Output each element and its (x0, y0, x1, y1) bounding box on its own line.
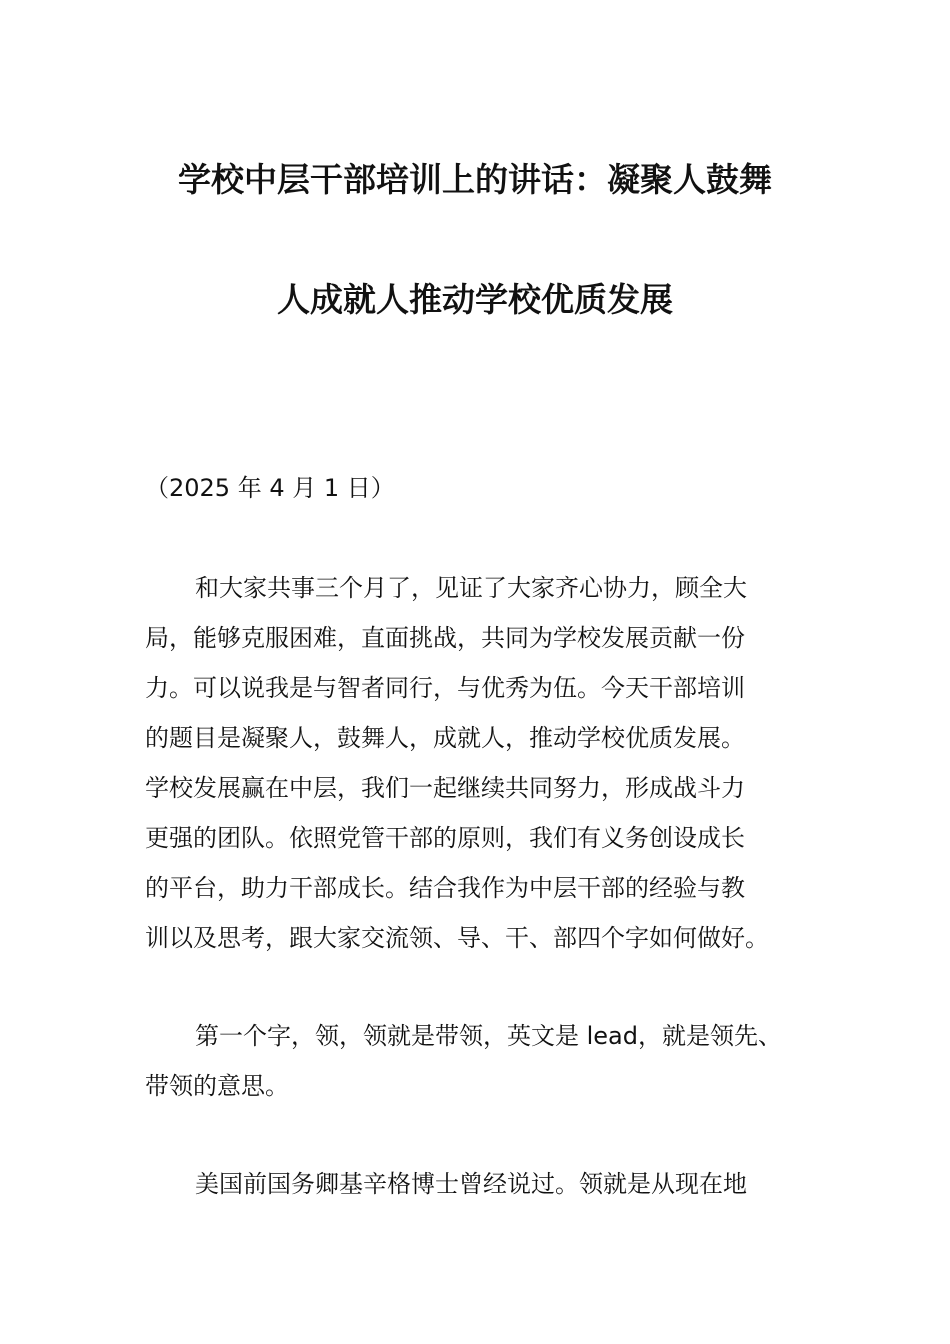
paragraph-line: 美国前国务卿基辛格博士曾经说过。领就是从现在地 (195, 1170, 747, 1198)
paragraph-line: 的题目是凝聚人，鼓舞人，成就人，推动学校优质发展。 (145, 724, 745, 752)
document-title-line-1: 学校中层干部培训上的讲话：凝聚人鼓舞 (178, 160, 772, 199)
paragraph-1 (145, 563, 807, 963)
paragraph-line: 学校发展赢在中层，我们一起继续共同努力，形成战斗力 (145, 774, 745, 802)
paragraph-line: 和大家共事三个月了，见证了大家齐心协力，顾全大 (195, 574, 747, 602)
paragraph-3 (145, 1159, 807, 1209)
document-date: （2025 年 4 月 1 日） (145, 474, 395, 502)
paragraph-line: 第一个字，领，领就是带领，英文是 lead，就是领先、 (195, 1022, 783, 1050)
document-title-line-2: 人成就人推动学校优质发展 (277, 280, 673, 319)
paragraph-2 (145, 1011, 807, 1111)
paragraph-line: 局，能够克服困难，直面挑战，共同为学校发展贡献一份 (145, 624, 745, 652)
paragraph-line: 更强的团队。依照党管干部的原则，我们有义务创设成长 (145, 824, 745, 852)
paragraph-line: 带领的意思。 (145, 1072, 289, 1100)
paragraph-line: 的平台，助力干部成长。结合我作为中层干部的经验与教 (145, 874, 745, 902)
paragraph-line: 训以及思考，跟大家交流领、导、干、部四个字如何做好。 (145, 924, 769, 952)
paragraph-line: 力。可以说我是与智者同行，与优秀为伍。今天干部培训 (145, 674, 745, 702)
